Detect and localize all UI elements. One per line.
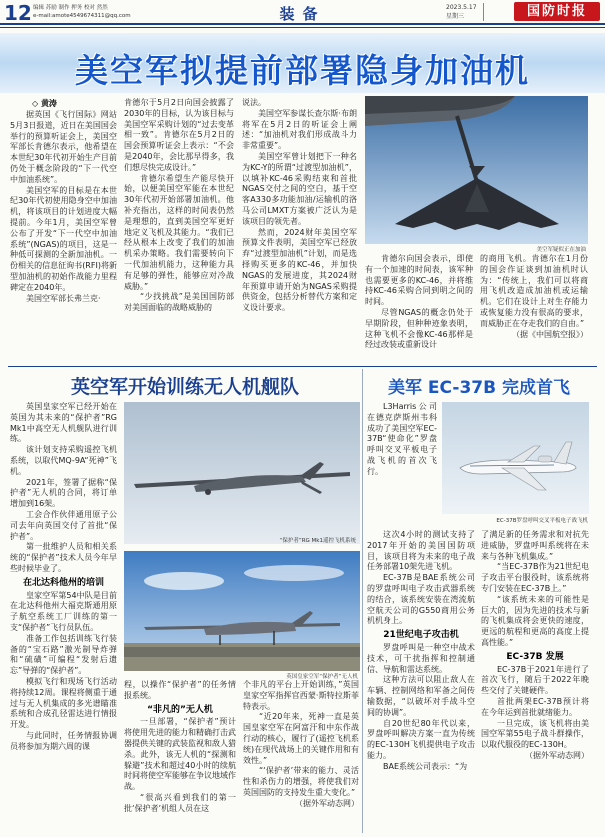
paragraph: 罗盘呼叫是一种空中战术技术，可干扰指挥和控制通信、导航和雷达系统。 — [367, 642, 475, 674]
paragraph: “很高兴看到我们的第一批‘保护者’机组人员在这 — [124, 792, 236, 813]
paragraph: 与此同时，任务情报协调员将参加为期六周的课 — [10, 730, 117, 751]
paragraph: “近20年来，死神一直是英国皇家空军在阿富汗和中东作战行动的核心，履行了(遥控飞机系统)在现代战场上的关键作用和有效性。” — [243, 712, 359, 765]
drone-photo-2-caption: 英国皇家空军“保护者”无人机 — [286, 674, 358, 680]
protector-drone-image-2 — [124, 551, 360, 671]
paragraph: BAE系统公司表示：“为 — [383, 761, 468, 771]
paragraph: 首批两架EC-37B预计将在今年运到首批就绪能力。 — [481, 696, 589, 717]
paragraph: 肯德尔向国会表示，即使有一个加速的时间表，该军种也需要更多的KC-46，并将维持KC-46采购合同到明之间的时间。 — [365, 254, 473, 307]
column-divider — [362, 369, 363, 833]
article1-byline: ◇ 黄涛 — [32, 99, 57, 108]
email-line: e-mail:amote4549674311@qq.com — [33, 13, 131, 19]
protector-drone-photo-2 — [124, 551, 360, 671]
editor-credits — [33, 4, 131, 20]
protector-drone-photo-1 — [124, 402, 360, 544]
paragraph: 2021年，签署了据称“保护者”无人机的合同，将订单增加到16架。 — [10, 477, 117, 509]
article3-column-3 — [481, 530, 589, 832]
header-rule-thin — [0, 27, 605, 28]
paragraph: 尽管NGAS的概念仍处于早期阶段，但种种迹象表明，这种飞机不会像KC-46那样是经过改装或重新设计 — [365, 307, 473, 350]
paragraph: 一旦部署，“保护者”预计将使用先进的能力和精确打击武器提供关键的武装监视和敌人猎杀。此外，该无人机的“探测和躲避”技术和超过40小时的续航时间将使空军能够在争议地域作战。 — [124, 717, 236, 792]
paragraph: 准备工作包括训练飞行装备的“宝石路”激光制导炸弹和“硫磺”可编程“发射后遗忘”导弹的“保护者”。 — [10, 633, 117, 676]
issue-date: 2023.5.17 — [446, 4, 477, 11]
paragraph: 第一批维护人员和相关系统的“保护者”技术人员今年早些时候毕业了。 — [10, 542, 117, 573]
paragraph: 一旦完成，该飞机将由美国空军第55电子战斗群操作，以取代服役的EC-130H。 — [481, 718, 589, 750]
paragraph: 这种方法可以阻止敌人在车辆、控制网络和军备之间传输数据，“以破坏对手战斗空间的协调”。 — [367, 675, 475, 717]
tanker-refueling-image — [365, 96, 588, 244]
paragraph: 该计划支持采购遥控飞机系统，以取代MQ-9A“死神”飞机。 — [10, 445, 117, 476]
subheading: 21世纪电子攻击机 — [383, 630, 459, 641]
header-rule — [0, 23, 605, 25]
paragraph: EC-37B于2021年进行了首次飞行，随后于2022年晚些交付了关键硬件。 — [481, 664, 589, 696]
article2-column-2 — [124, 680, 236, 833]
article3-title: 美军 EC-37B 完成首飞 — [388, 378, 570, 398]
paragraph: 英国皇家空军已经开始在英国为其未来的“保护者”RG Mk1中高空无人机舰队进行训练。 — [10, 402, 117, 444]
issue-weekday: 星期三 — [446, 13, 465, 20]
subheading: “非凡的”无人机 — [147, 704, 213, 715]
article1-column-2 — [124, 98, 234, 362]
section-divider — [8, 366, 597, 367]
source-credit: （据外军动态网） — [525, 750, 589, 760]
source-credit: （据《中国航空报》） — [512, 329, 588, 339]
paragraph: 自20世纪80年代以来，罗盘呼叫解决方案一直为传统的EC-130H飞机提供电子攻击能力。 — [367, 718, 475, 760]
paragraph: 说法。 — [242, 98, 266, 107]
ec37b-photo-caption: EC-37B罗盘呼叫交叉平板电子战飞机 — [496, 518, 588, 524]
paragraph: 了满足新的任务需求和对抗先进威胁，罗盘呼叫系统将在未来与各种飞机集成。” — [481, 530, 589, 561]
paragraph: 美国空军参谋长查尔斯·布朗将军在5月2日的听证会上阐述：“加油机对我们形成战斗力非常重要”。 — [242, 108, 357, 151]
paragraph: “‘保护者’带来的能力、灵活性和杀伤力的增强，将使我们对英国国防的支持发生重大变化。” — [243, 766, 359, 797]
paragraph: 个非凡的平台上开始训练，”英国皇家空军指挥官西蒙·斯特拉斯菲特表示。 — [243, 680, 359, 711]
paragraph: EC-37B是BAE系统公司的罗盘呼叫电子攻击武器系统的结合，该系统安装在湾流航空航天公司的G550商用公务机机身上。 — [367, 573, 475, 626]
page-number: 12 — [4, 1, 32, 25]
tanker-refueling-photo — [365, 96, 588, 244]
paragraph: 工会合作伙伴通用原子公司去年向英国交付了首批“保护者”。 — [10, 509, 117, 541]
paragraph: 这次4小时的测试支持了2017年开始的美国国防项目，该项目将为未来的电子战任务部署10架先进飞机。 — [367, 530, 475, 572]
article1-column-3 — [242, 98, 357, 362]
paragraph: 美国空军曾计划把下一种名为KC-Y的所谓“过渡型加油机”，以填补KC-46采购结束和首批NGAS交付之间的空白，基于空客A330多功能加油/运输机的洛马公司LMXT方案被广泛认为是该项目的领先者。 — [242, 151, 357, 226]
article1-column-5 — [480, 254, 588, 362]
article3-column-2 — [367, 530, 475, 832]
article2-title: 英空军开始训练无人机舰队 — [70, 376, 299, 398]
protector-drone-image-1 — [124, 402, 360, 544]
newspaper-logo: 国防时报 — [514, 2, 600, 21]
paragraph: L3Harris公司在德克萨斯州韦科成功了美国空军EC-37B“使命化”罗盘呼叫交叉平板电子战飞机的首次飞行。 — [367, 402, 437, 476]
paragraph: 程，以操作“保护者”的任务情报系统。 — [124, 680, 236, 700]
tanker-photo-caption: 美空军疑似正在加油 — [536, 247, 586, 253]
article3-column-1 — [367, 402, 437, 526]
paragraph: “当EC-37B作为21世纪电子攻击平台服役时，该系统将专门安装在EC-37B上。” — [481, 562, 589, 593]
paragraph: 美国空军的目标是在本世纪30年代初使用隐身空中加油机，将该项目的计划进度大幅提前。今年1月，美国空军曾公布了开发“下一代空中加油系统”(NGAS)的项目，这是一种低可探测的全新加油机。一份相关的信息征询书(RFI)将新型加油机的初始作战能力里程碑定在2040年。 — [10, 185, 117, 292]
paragraph: 肯德尔希望生产能尽快开始，以便美国空军能在本世纪30年代初开始部署加油机。他补充指出，这样的时间表仍然是理想的，直到美国空军更好地定义飞机及其能力。“我们已经从根本上改变了我们的加油机采办策略。我们需要转向下一代加油机能力，这种能力具有足够的弹性，能够应对冷战威胁。” — [124, 173, 234, 291]
article2-column-3 — [243, 680, 359, 833]
article2-column-1 — [10, 402, 117, 832]
subheading: 在北达科他州的培训 — [22, 577, 104, 588]
paragraph: 的商用飞机。肯德尔在1月份的国会作证谈到加油机时认为：“传统上，我们可以将商用飞机改造成加油机或运输机。它们在设计上对生存能力或恢复能力没有很高的要求，而威胁正在夺走我们的自由。” — [480, 254, 588, 328]
ec37b-photo — [442, 402, 589, 514]
article1-column-1 — [10, 110, 117, 362]
drone-photo-1-caption: “保护者”RG Mk1遥控飞机系统 — [279, 538, 356, 544]
article1-title: 美空军拟提前部署隐身加油机 — [75, 51, 530, 90]
credits-line: 编辑 苏励 制作 押务 校对 然然 — [33, 5, 108, 11]
paragraph: 肯德尔于5月2日向国会披露了2030年的目标，认为该目标与美国空军采购计划的“过去变革相一致”。肯德尔在5月2日的国会预算听证会上表示：“不会是2040年，会比那早得多，我们想尽快完成设计。” — [124, 98, 234, 172]
paragraph: 然而，2024财年美国空军预算文件表明，美国空军已经放弃“过渡型加油机”计划，而是选择购买更多的KC-46，并加快NGAS的发展进度，其2024财年预算申请开始为NGAS采购提供资金，包括分析替代方案和定义设计要求。 — [242, 227, 357, 313]
section-name: 装备 — [279, 5, 326, 23]
paragraph: 据英国《飞行国际》网站5月3日报道，近日在美国国会举行的预算听证会上，美国空军部长肯德尔表示，他希望在本世纪30年代初开始生产目前仍处于概念阶段的“下一代空中加油系统”。 — [10, 110, 117, 184]
ec37b-image — [442, 402, 589, 514]
subheading: EC-37B 发展 — [506, 651, 564, 662]
paragraph: “该系统未来的可能性是巨大的，因为先进的技术与新的飞机集成将会更快的速度，更远的航程和更高的高度上提高性能。” — [481, 594, 589, 647]
article1-column-4 — [365, 254, 473, 362]
paragraph: 美国空军部长弗兰克· — [26, 293, 101, 303]
paragraph: 模拟飞行和现场飞行活动将持续12周。课程将侧重于通过与无人机集成的多光谱瞄准系统和合成孔径雷达进行情报开发。 — [10, 676, 117, 730]
paragraph: “少找挑战”是美国国防部对美国面临的战略威胁的 — [124, 292, 234, 313]
date-block — [446, 3, 484, 21]
paragraph: 皇家空军第54中队是目前在北达科他州大福克斯通用原子航空系统工厂训练的第一支“保护者”飞行员队伍。 — [10, 590, 117, 632]
source-credit: （据外军动态网） — [295, 798, 359, 808]
